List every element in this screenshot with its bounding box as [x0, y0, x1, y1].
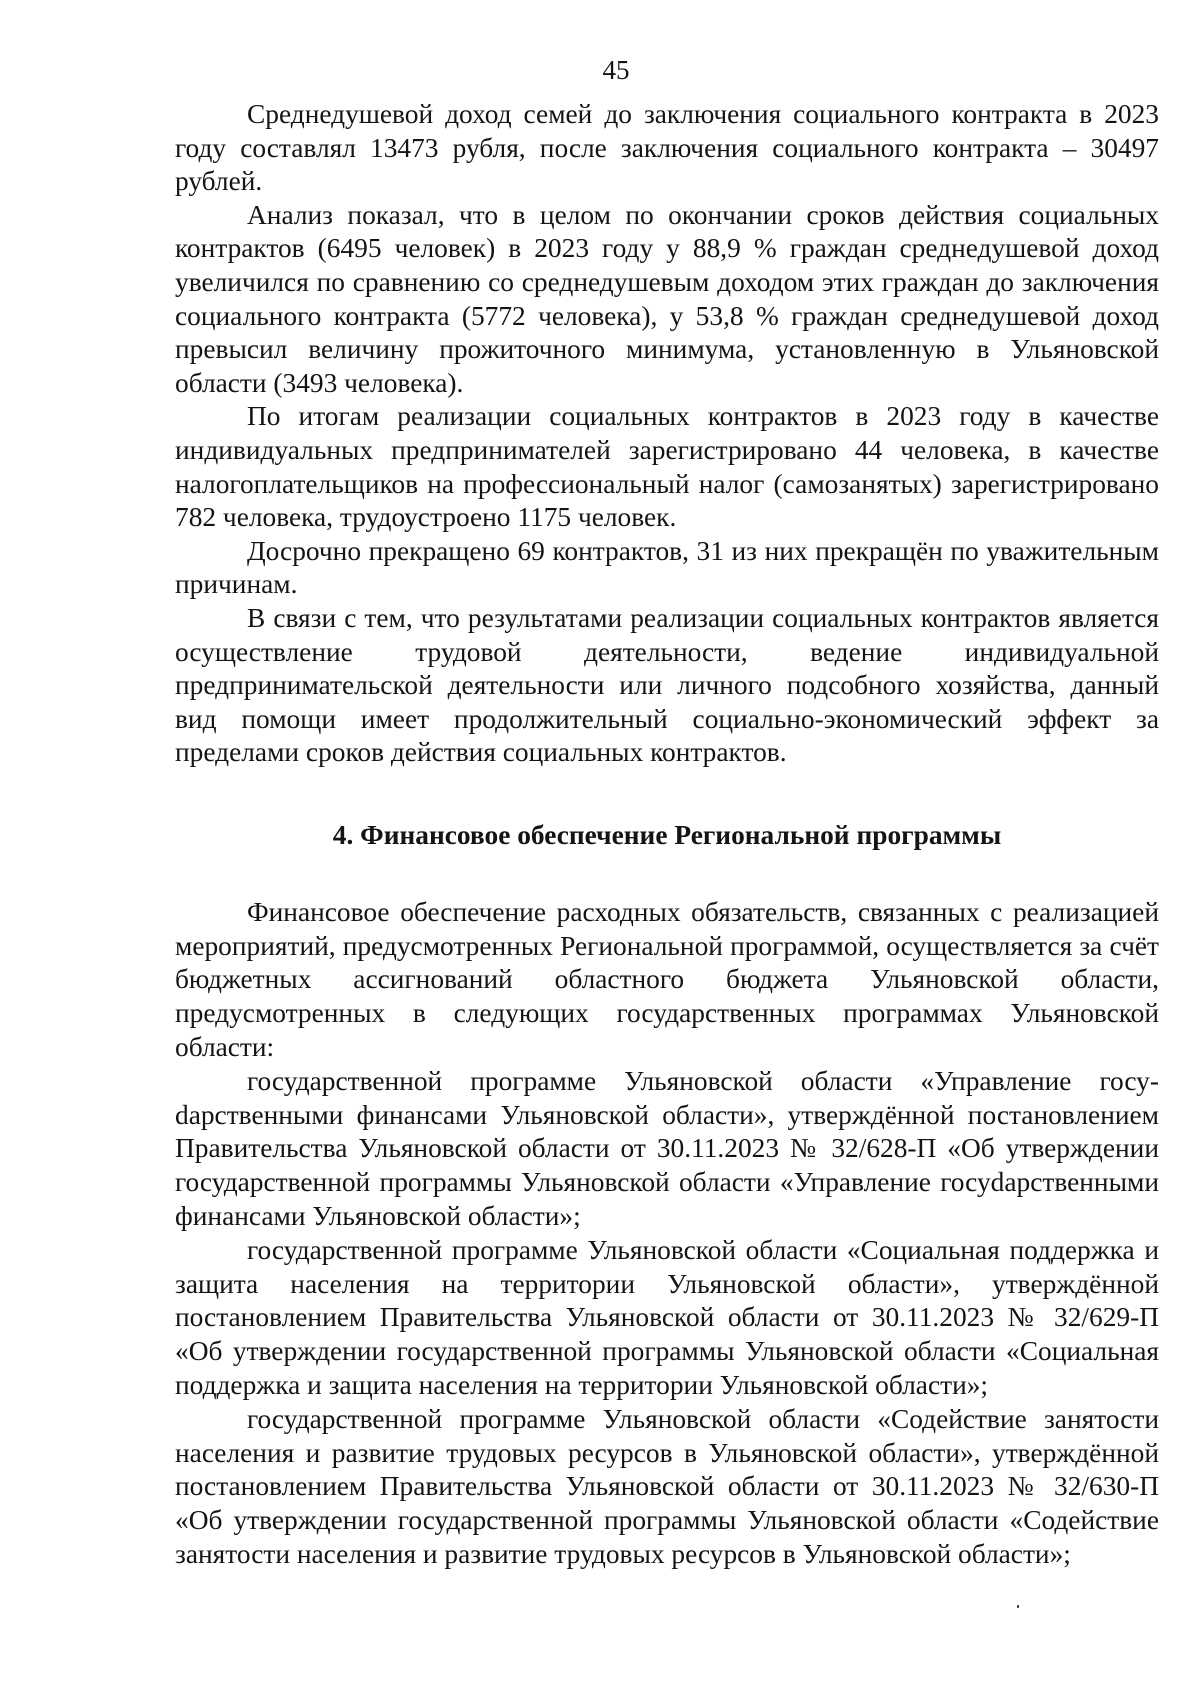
section-heading: 4. Финансовое обеспечение Региональной программы: [332, 819, 1002, 850]
paragraph-financing-intro: Финансовое обеспечение расходных обязательств, связанных с реализацией мероприятий, предусмотренных Региональной программой, осуществляется за счёт бюджетных ассигнований областного бюджета Ульяновской области, предусмотренных в следующих государственных программах Ульяновской области:: [175, 896, 1159, 1063]
paragraph-effect: В связи с тем, что результатами реализации социальных контрактов является осуществление трудовой деятельности, ведение индивидуальной предпринимательской деятельности или личного подсобного хозяйства, данный вид помощи имеет продолжительный социально-экономический эффект за пределами сроков действия социальных контрактов.: [175, 602, 1159, 768]
paragraph-program-employment: государственной программе Ульяновской области «Содействие занятости населения и развитие трудовых ресурсов в Ульяновской области», утверждённой постановлением Правительства Ульяновской области от 30.11.2023 № 32/630-П «Об утверждении государственной программы Ульяновской области «Содействие занятости населения и развитие трудовых ресурсов в Ульяновской области»;: [175, 1403, 1159, 1570]
paragraph-program-finance-management: государственной программе Ульяновской области «Управление госуdарственными финансами Ульяновской области», утверждённой постановлением Правительства Ульяновской области от 30.11.2023 № 32/628-П «Об утверждении государственной программы Ульяновской области «Управление госуdарственными финансами Ульяновской области»;: [175, 1065, 1159, 1232]
page-number: 45: [602, 55, 630, 85]
paragraph-early-termination: Досрочно прекращено 69 контрактов, 31 из них прекращён по уважительным причинам.: [175, 535, 1159, 600]
paragraph-analysis: Анализ показал, что в целом по окончании сроков действия социальных контрактов (6495 человек) в 2023 году у 88,9 % граждан среднедушевой доход увеличился по сравнению со среднедушевым доходом этих граждан до заключения социального контракта (5772 человека), у 53,8 % граждан среднедушевой доход превысил величину прожиточного минимума, установленную в Ульяновской области (3493 человека).: [175, 199, 1159, 398]
document-body: [175, 98, 1159, 1572]
scan-speck: [1017, 1605, 1019, 1608]
paragraph-program-social-support: государственной программе Ульяновской области «Социальная поддержка и защита населения на территории Ульяновской области», утверждённой постановлением Правительства Ульяновской области от 30.11.2023 № 32/629-П «Об утверждении государственной программы Ульяновской области «Социальная поддержка и защита населения на территории Ульяновской области»;: [175, 1234, 1159, 1401]
paragraph-results: По итогам реализации социальных контрактов в 2023 году в качестве индивидуальных предпринимателей зарегистрировано 44 человека, в качестве налогоплательщиков на профессиональный налог (самозанятых) зарегистрировано 782 человека, трудоустроено 1175 человек.: [175, 401, 1159, 533]
paragraph-income: Среднедушевой доход семей до заключения социального контракта в 2023 году составлял 13473 рубля, после заключения социального контракта – 30497 рублей.: [175, 99, 1159, 197]
